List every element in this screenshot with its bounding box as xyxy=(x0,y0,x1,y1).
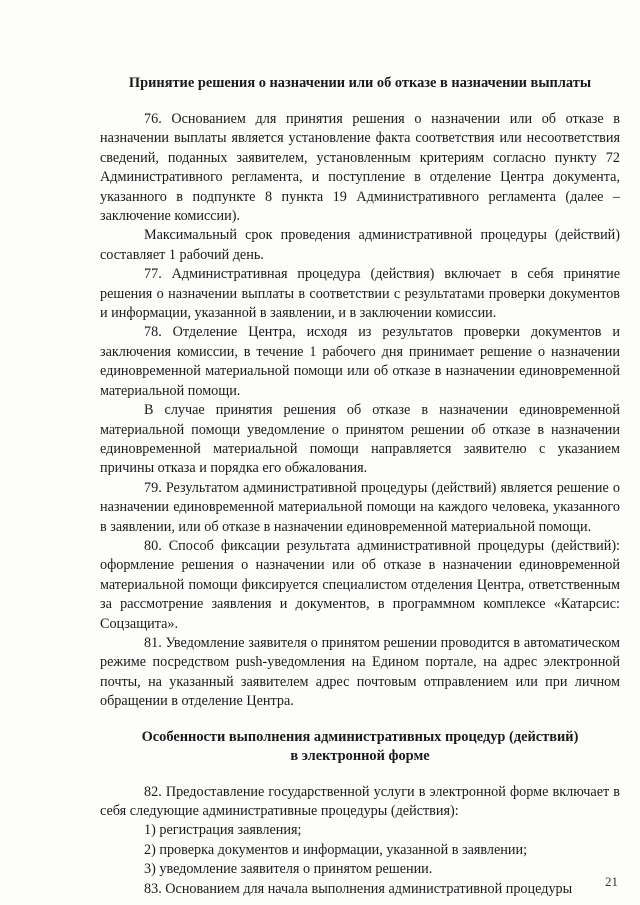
paragraph-78: 78. Отделение Центра, исходя из результатов проверки документов и заключения комиссии, в течение 1 рабочего дня принимает решение о назначении единовременной материальной помощи или об отказе в назначении единовременной материальной помощи. xyxy=(100,324,620,399)
list-item: 1) регистрация заявления; xyxy=(144,822,302,839)
paragraph-78-refusal: В случае принятия решения об отказе в назначении единовременной материальной помощи уведомление о принятом решении об отказе в назначении единовременной материальной помощи направляется заявителю с указанием причины отказа и порядка его обжалования. xyxy=(100,402,620,477)
list-item: 3) уведомление заявителя о принятом решении. xyxy=(144,861,433,878)
paragraph-83: 83. Основанием для начала выполнения административной процедуры xyxy=(144,880,573,897)
page-number: 21 xyxy=(605,874,618,889)
paragraph-82: 82. Предоставление государственной услуги в электронной форме включает в себя следующие административные процедуры (действия): xyxy=(100,783,620,819)
section-heading-decision: Принятие решения о назначении или об отказе в назначении выплаты xyxy=(128,75,592,91)
section-heading-electronic xyxy=(100,728,620,766)
page-content xyxy=(100,74,620,899)
list-item: 2) проверка документов и информации, указанной в заявлении; xyxy=(144,841,528,858)
section-heading-electronic-line2: в электронной форме xyxy=(290,747,430,764)
paragraph-77: 77. Административная процедура (действия) включает в себя принятие решения о назначении выплаты в соответствии с результатами проверки документов и информации, указанной в заявлении, и в заключении комиссии. xyxy=(100,266,620,322)
paragraph-80: 80. Способ фиксации результата административной процедуры (действий): оформление решения о назначении или об отказе в назначении единовременной материальной помощи фиксируется специалистом отделения Центра, ответственным за рассмотрение заявления и документов, в программном комплексе «Катарсис: Соцзащита». xyxy=(100,537,620,632)
procedure-list xyxy=(100,821,620,879)
paragraph-79: 79. Результатом административной процедуры (действий) является решение о назначении единовременной материальной помощи на каждого человека, указанного в заявлении, или об отказе в назначении единовременной материальной помощи. xyxy=(100,479,620,535)
paragraph-76: 76. Основанием для принятия решения о назначении или об отказе в назначении выплаты является установление факта соответствия или несоответствия сведений, поданных заявителем, установленным критериям согласно пункту 72 Административного регламента, и поступление в отделение Центра документа, указанного в подпункте 8 пункта 19 Административного регламента (далее – заключение комиссии). xyxy=(100,111,620,225)
paragraph-81: 81. Уведомление заявителя о принятом решении проводится в автоматическом режиме посредством push-уведомления на Едином портале, на адрес электронной почты, на указанный заявителем адрес почтовым отправлением или при личном обращении в отделение Центра. xyxy=(100,634,620,710)
section-heading-electronic-line1: Особенности выполнения административных процедур (действий) xyxy=(141,728,579,745)
paragraph-76-deadline: Максимальный срок проведения административной процедуры (действий) составляет 1 рабочий день. xyxy=(100,227,620,263)
